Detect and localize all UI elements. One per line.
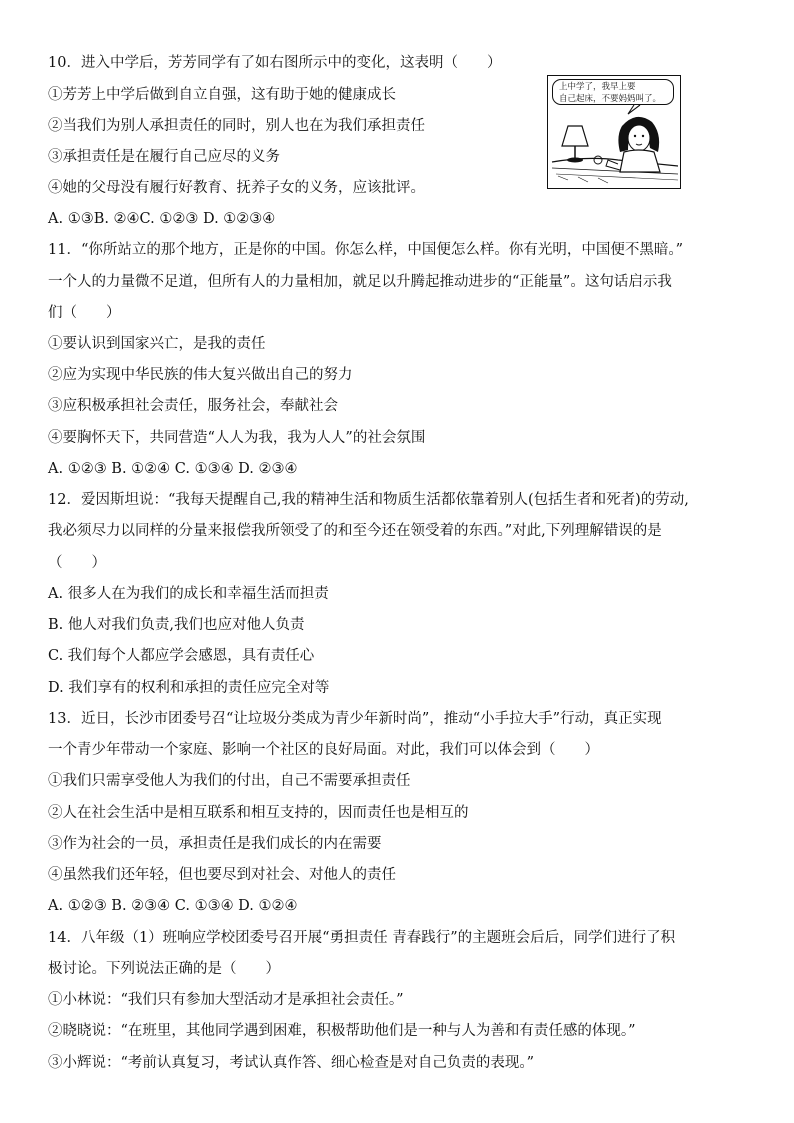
q12-stem-line-2: 我必须尽力以同样的分量来报偿我所领受了的和至今还在领受着的东西。”对此,下列理解错误的是 bbox=[48, 523, 662, 539]
girl-with-lamp-illustration bbox=[548, 76, 681, 189]
q10-stem: 10．进入中学后，芳芳同学有了如右图所示中的变化，这表明（ ） bbox=[48, 55, 502, 71]
q11-option-4: ④要胸怀天下，共同营造“人人为我，我为人人”的社会氛围 bbox=[48, 430, 426, 446]
q10-choices: A. ①③B. ②④C. ①②③ D. ①②③④ bbox=[48, 211, 276, 227]
q12-stem-line-1: 12．爱因斯坦说：“我每天提醒自己,我的精神生活和物质生活都依靠着别人(包括生者和死者)的劳动, bbox=[48, 492, 689, 508]
q13-option-4: ④虽然我们还年轻，但也要尽到对社会、对他人的责任 bbox=[48, 867, 396, 883]
q12-option-d: D. 我们享有的权利和承担的责任应完全对等 bbox=[48, 680, 330, 696]
q12-option-c: C. 我们每个人都应学会感恩，具有责任心 bbox=[48, 648, 315, 664]
q14-stem-line-2: 极讨论。下列说法正确的是（ ） bbox=[48, 961, 280, 977]
q13-stem-line-2: 一个青少年带动一个家庭、影响一个社区的良好局面。对此，我们可以体会到（ ） bbox=[48, 742, 599, 758]
q11-option-2: ②应为实现中华民族的伟大复兴做出自己的努力 bbox=[48, 367, 353, 383]
q13-option-1: ①我们只需享受他人为我们的付出，自己不需要承担责任 bbox=[48, 773, 411, 789]
q14-option-3: ③小辉说：“考前认真复习，考试认真作答、细心检查是对自己负责的表现。” bbox=[48, 1055, 535, 1071]
q11-choices: A. ①②③ B. ①②④ C. ①③④ D. ②③④ bbox=[48, 461, 298, 477]
speech-bubble-line-2: 自己起床，不要妈妈叫了。 bbox=[559, 94, 662, 104]
q12-option-a: A. 很多人在为我们的成长和幸福生活而担责 bbox=[48, 586, 329, 602]
q13-option-3: ③作为社会的一员，承担责任是我们成长的内在需要 bbox=[48, 836, 382, 852]
q13-stem-line-1: 13．近日，长沙市团委号召“让垃圾分类成为青少年新时尚”，推动“小手拉大手”行动，真正实现 bbox=[48, 711, 662, 727]
q10-option-3: ③承担责任是在履行自己应尽的义务 bbox=[48, 149, 280, 165]
q12-option-b: B. 他人对我们负责,我们也应对他人负责 bbox=[48, 617, 305, 633]
q11-option-1: ①要认识到国家兴亡，是我的责任 bbox=[48, 336, 266, 352]
q11-stem-line-2: 一个人的力量微不足道，但所有人的力量相加，就足以升腾起推动进步的“正能量”。这句话启示我 bbox=[48, 274, 672, 290]
q10-cartoon bbox=[547, 75, 681, 189]
q11-stem-line-1: 11．“你所站立的那个地方，正是你的中国。你怎么样，中国便怎么样。你有光明，中国便不黑暗。” bbox=[48, 242, 684, 258]
q13-option-2: ②人在社会生活中是相互联系和相互支持的，因而责任也是相互的 bbox=[48, 805, 469, 821]
q13-choices: A. ①②③ B. ②③④ C. ①③④ D. ①②④ bbox=[48, 898, 298, 914]
speech-bubble-line-1: 上中学了，我早上要 bbox=[559, 82, 636, 92]
q10-option-1: ①芳芳上中学后做到自立自强，这有助于她的健康成长 bbox=[48, 87, 396, 103]
q14-option-1: ①小林说：“我们只有参加大型活动才是承担社会责任。” bbox=[48, 992, 404, 1008]
q14-stem-line-1: 14．八年级（1）班响应学校团委号召开展“勇担责任 青春践行”的主题班会后后，同学们进行了积 bbox=[48, 930, 676, 946]
q12-stem-line-3: （ ） bbox=[48, 555, 106, 571]
q11-option-3: ③应积极承担社会责任，服务社会，奉献社会 bbox=[48, 398, 338, 414]
q14-option-2: ②晓晓说：“在班里，其他同学遇到困难，积极帮助他们是一种与人为善和有责任感的体现。” bbox=[48, 1023, 636, 1039]
q10-option-4: ④她的父母没有履行好教育、抚养子女的义务，应该批评。 bbox=[48, 180, 425, 196]
q10-option-2: ②当我们为别人承担责任的同时，别人也在为我们承担责任 bbox=[48, 118, 425, 134]
q11-stem-line-3: 们（ ） bbox=[48, 305, 121, 321]
